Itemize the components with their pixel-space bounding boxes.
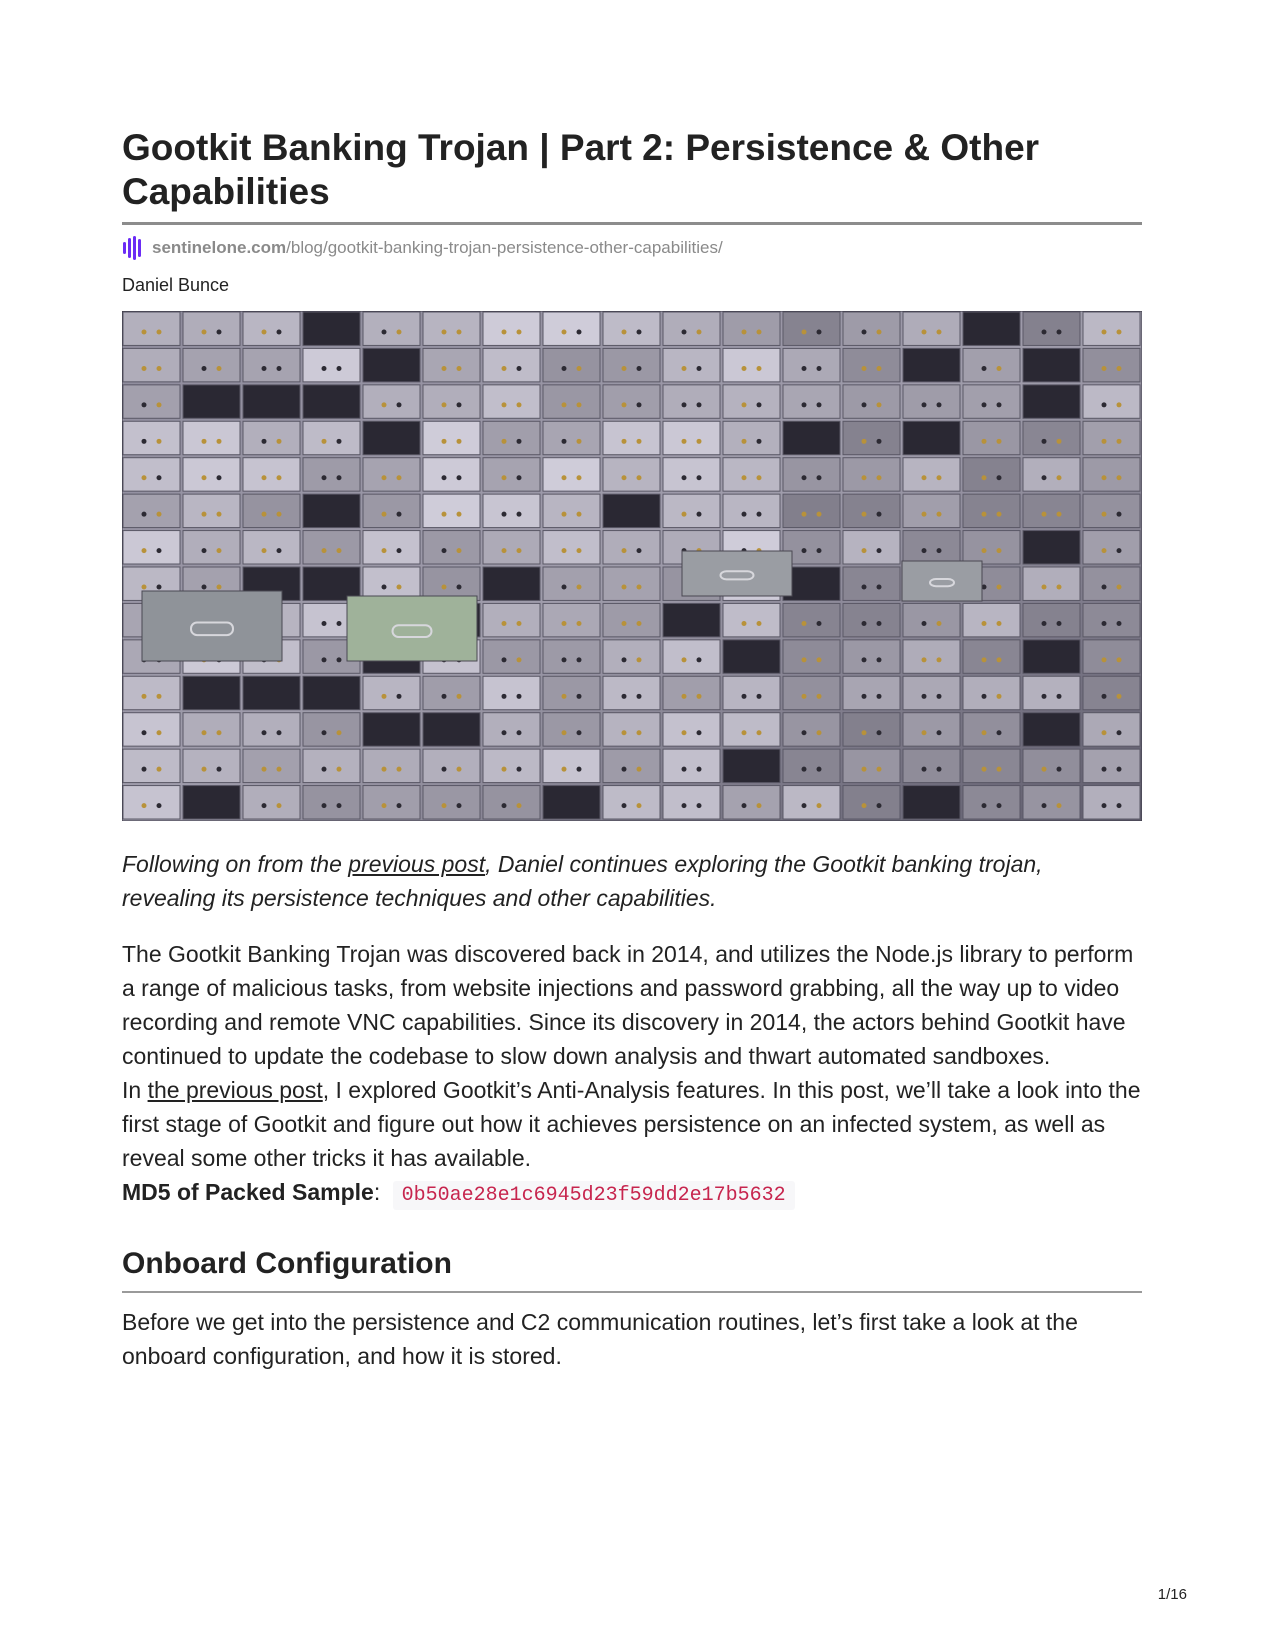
md5-line <box>122 1175 1142 1213</box>
previous-post-link[interactable]: previous post <box>348 851 486 877</box>
para2-text-end: , I explored Gootkit’s Anti-Analysis features. In this post, we’ll take a look into the first stage of Gootkit and figure out how it achieves persistence on an infected system, as well as reveal some other tricks it has available. <box>122 1077 1141 1171</box>
article-lede <box>122 847 1142 915</box>
md5-separator: : <box>373 1179 381 1205</box>
lede-text-end: , Daniel continues exploring the Gootkit banking trojan, revealing its persistence techniques and other capabilities. <box>122 851 1043 911</box>
hero-image <box>122 311 1142 821</box>
source-line <box>122 235 1142 261</box>
page-number: 1/16 <box>1157 1586 1187 1603</box>
author-name: Daniel Bunce <box>122 275 230 295</box>
source-path: /blog/gootkit-banking-trojan-persistence-other-capabilities/ <box>286 238 723 257</box>
article-title: Gootkit Banking Trojan | Part 2: Persistence & Other Capabilities <box>122 126 1142 225</box>
sentinelone-logo-icon <box>122 236 144 260</box>
section-heading-onboard-configuration: Onboard Configuration <box>122 1247 1142 1293</box>
article-body <box>122 937 1142 1213</box>
md5-label: MD5 of Packed Sample <box>122 1179 374 1205</box>
paragraph-previous-post <box>122 1073 1142 1175</box>
section-text: Before we get into the persistence and C2 communication routines, let’s first take a look at the onboard configuration, and how it is stored. <box>122 1309 1078 1369</box>
lede-text-start: Following on from the <box>122 851 349 877</box>
paragraph-intro: The Gootkit Banking Trojan was discovered back in 2014, and utilizes the Node.js library to perform a range of malicious tasks, from website injections and password grabbing, all the way up to video recording and remote VNC capabilities. Since its discovery in 2014, the actors behind Gootkit have continued to update the codebase to slow down analysis and thwart automated sandboxes. <box>122 941 1134 1069</box>
source-domain: sentinelone.com <box>152 238 287 257</box>
source-url-link[interactable] <box>152 238 723 258</box>
the-previous-post-link[interactable]: the previous post <box>147 1077 323 1103</box>
article <box>122 126 1142 1373</box>
para2-text-start: In <box>122 1077 148 1103</box>
md5-value: 0b50ae28e1c6945d23f59dd2e17b5632 <box>393 1181 795 1210</box>
